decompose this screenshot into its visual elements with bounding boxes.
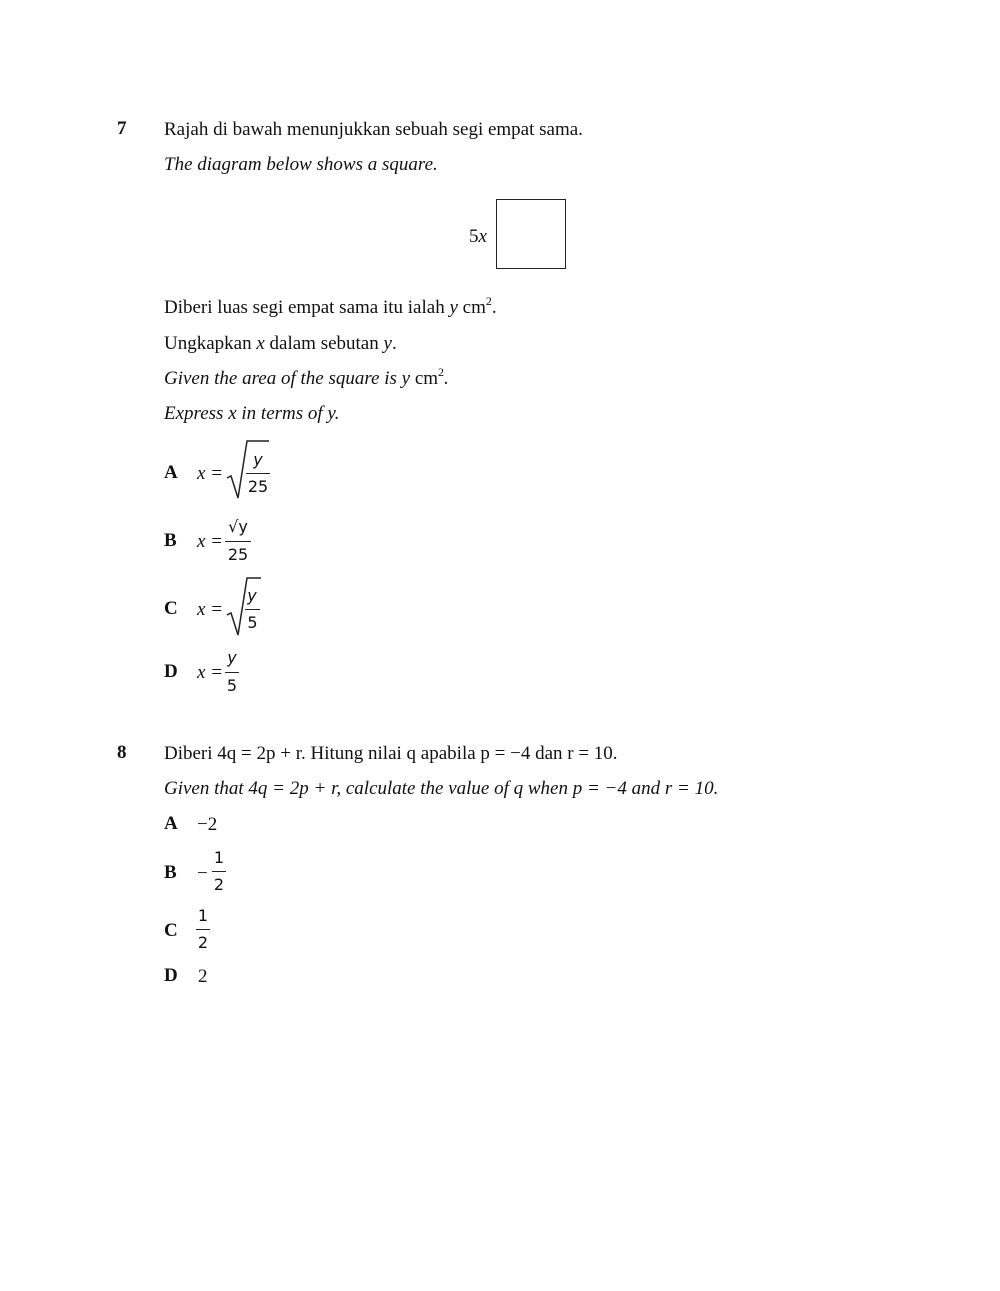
option-sign: − <box>197 863 208 884</box>
q7-statement-malay: Rajah di bawah menunjukkan sebuah segi empat sama. <box>164 119 583 140</box>
fraction-numerator: 1 <box>213 848 225 867</box>
option-value: −2 <box>197 814 218 835</box>
question-8-number: 8 <box>117 742 127 763</box>
fraction-numerator: 1 <box>197 906 209 925</box>
express-malay-var-y: y <box>383 333 392 354</box>
fraction-bar <box>212 871 226 872</box>
option-lhs: x = <box>197 599 224 620</box>
area-malay-text: Diberi luas segi empat sama itu ialah <box>164 297 450 318</box>
express-malay-text: Ungkapkan <box>164 333 257 354</box>
area-malay-exponent: 2 <box>485 293 492 308</box>
fraction-denominator: 2 <box>197 933 209 952</box>
area-malay-var: y <box>449 297 458 318</box>
q7-express-malay <box>164 332 397 356</box>
option-letter: B <box>164 530 177 551</box>
q7-area-malay <box>164 293 497 320</box>
option-lhs: x = <box>197 531 224 552</box>
fraction-numerator: y <box>253 450 263 469</box>
fraction-denominator: 25 <box>247 477 269 496</box>
fraction-bar <box>245 609 260 610</box>
question-7-number: 7 <box>117 118 127 139</box>
side-label-coefficient: 5 <box>469 226 479 247</box>
q8-statement-english: Given that 4q = 2p + r, calculate the value of q when p = −4 and r = 10. <box>164 778 719 799</box>
area-english-unit: cm <box>414 368 439 389</box>
fraction-bar <box>246 473 270 474</box>
fraction-denominator: 5 <box>226 676 238 695</box>
fraction-numerator: y <box>247 586 257 605</box>
side-label-variable: x <box>478 226 487 247</box>
q7-express-english: Express x in terms of y. <box>164 403 340 424</box>
option-letter: A <box>164 813 178 834</box>
option-letter: A <box>164 462 178 483</box>
fraction-bar <box>225 541 251 542</box>
area-malay-unit: cm <box>457 297 486 318</box>
area-malay-period: . <box>491 297 497 318</box>
square-diagram <box>496 199 566 269</box>
option-letter: D <box>164 661 178 682</box>
option-letter: C <box>164 920 178 941</box>
option-letter: C <box>164 598 178 619</box>
q8-statement-malay: Diberi 4q = 2p + r. Hitung nilai q apabila p = −4 dan r = 10. <box>164 743 618 764</box>
option-letter: B <box>164 862 177 883</box>
fraction-numerator: √y <box>228 517 248 536</box>
area-english-exponent: 2 <box>438 364 445 379</box>
express-malay-mid: dalam sebutan <box>264 333 384 354</box>
fraction-denominator: 5 <box>247 613 258 632</box>
express-malay-var-x: x <box>256 333 265 354</box>
q7-area-english <box>164 364 449 391</box>
fraction-denominator: 25 <box>227 545 249 564</box>
fraction-bar <box>225 672 239 673</box>
fraction-numerator: y <box>227 648 237 667</box>
square-side-label <box>469 225 487 249</box>
area-english-period: . <box>444 368 449 389</box>
q7-statement-english: The diagram below shows a square. <box>164 154 438 175</box>
option-lhs: x = <box>197 662 224 683</box>
option-lhs: x = <box>197 463 224 484</box>
option-value: 2 <box>198 966 208 987</box>
fraction-denominator: 2 <box>213 875 225 894</box>
express-malay-period: . <box>391 333 397 354</box>
fraction-bar <box>196 929 210 930</box>
area-english-text: Given the area of the square is y <box>164 368 415 389</box>
option-letter: D <box>164 965 178 986</box>
